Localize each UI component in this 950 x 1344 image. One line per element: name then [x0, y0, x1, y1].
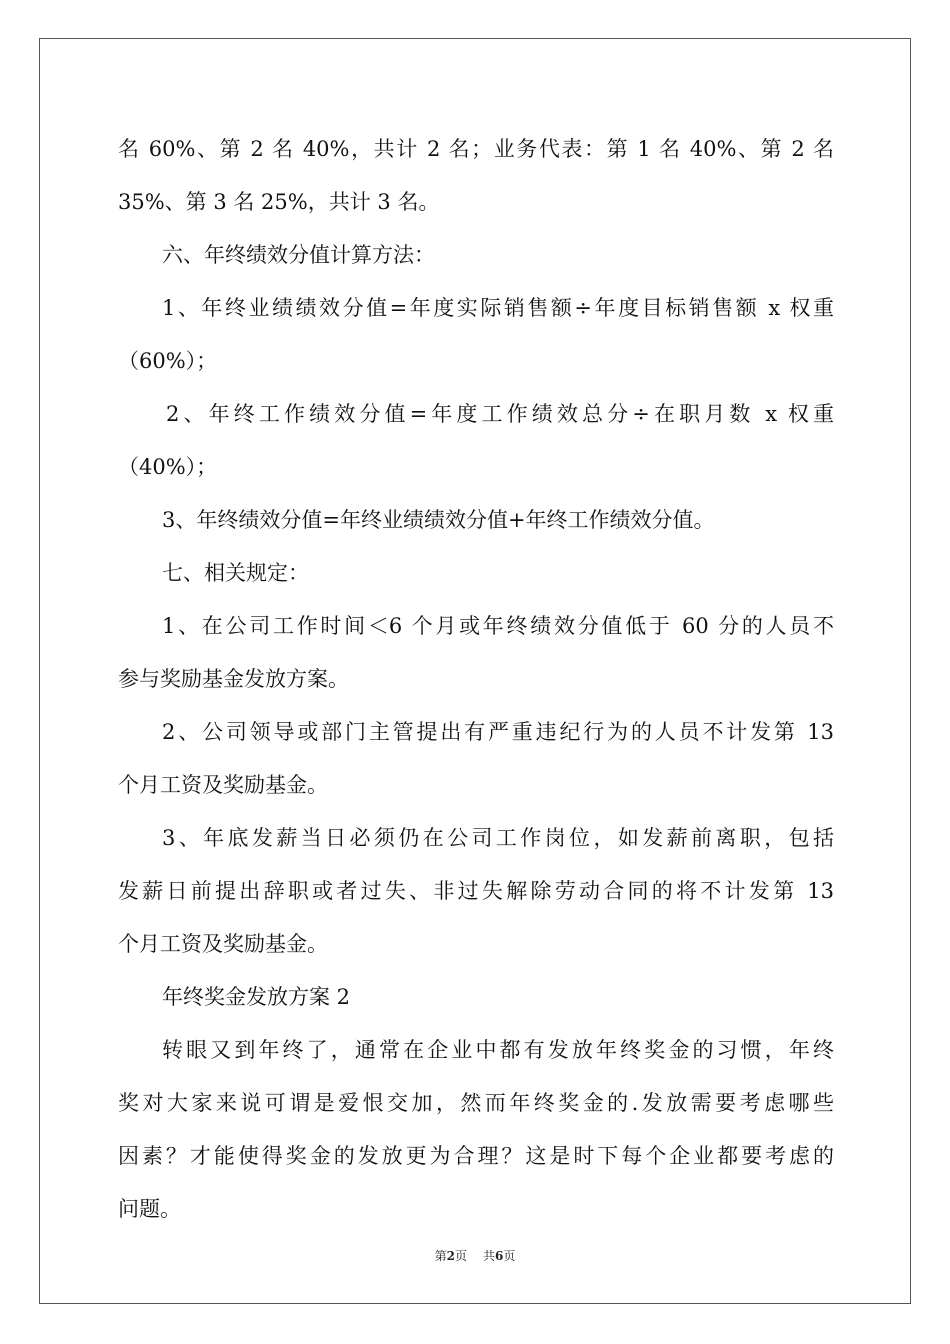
text-line: 奖对大家来说可谓是爱恨交加，然而年终奖金的.发放需要考虑哪些	[118, 1091, 834, 1115]
text-line: （60%）；	[118, 349, 218, 373]
text-line: 3、年底发薪当日必须仍在公司工作岗位，如发薪前离职，包括	[162, 826, 834, 850]
page-suffix: 页	[454, 1249, 467, 1263]
text-line: 因素？才能使得奖金的发放更为合理？这是时下每个企业都要考虑的	[118, 1144, 834, 1168]
page-prefix: 第	[434, 1249, 447, 1263]
total-suffix: 页	[503, 1249, 516, 1263]
section-heading: 七、相关规定：	[162, 561, 309, 585]
text-line: 个月工资及奖励基金。	[118, 932, 328, 956]
text-line: 2、公司领导或部门主管提出有严重违纪行为的人员不计发第 13	[162, 720, 834, 744]
text-line: 35%、第 3 名 25%，共计 3 名。	[118, 190, 440, 214]
total-prefix: 共	[483, 1249, 496, 1263]
article-title: 年终奖金发放方案 2	[162, 985, 351, 1009]
section-heading: 六、年终绩效分值计算方法：	[162, 243, 435, 267]
text-line: 发薪日前提出辞职或者过失、非过失解除劳动合同的将不计发第 13	[118, 879, 834, 903]
text-line: 转眼又到年终了，通常在企业中都有发放年终奖金的习惯，年终	[162, 1038, 834, 1062]
page-current: 2	[446, 1249, 455, 1263]
text-line: 3、年终绩效分值=年终业绩绩效分值+年终工作绩效分值。	[162, 508, 715, 532]
text-line: 1、在公司工作时间＜6 个月或年终绩效分值低于 60 分的人员不	[162, 614, 834, 638]
text-line: （40%）；	[118, 455, 218, 479]
text-line: 个月工资及奖励基金。	[118, 773, 328, 797]
text-line: 名 60%、第 2 名 40%，共计 2 名；业务代表：第 1 名 40%、第 2 名	[118, 137, 834, 161]
text-line: 2、年终工作绩效分值=年度工作绩效总分÷在职月数 x 权重	[166, 402, 834, 426]
document-body	[118, 123, 834, 1236]
text-line: 1、年终业绩绩效分值=年度实际销售额÷年度目标销售额 x 权重	[162, 296, 834, 320]
text-line: 参与奖励基金发放方案。	[118, 667, 349, 691]
page-total: 6	[495, 1249, 504, 1263]
page-footer	[0, 1247, 950, 1265]
text-line: 问题。	[118, 1197, 181, 1221]
